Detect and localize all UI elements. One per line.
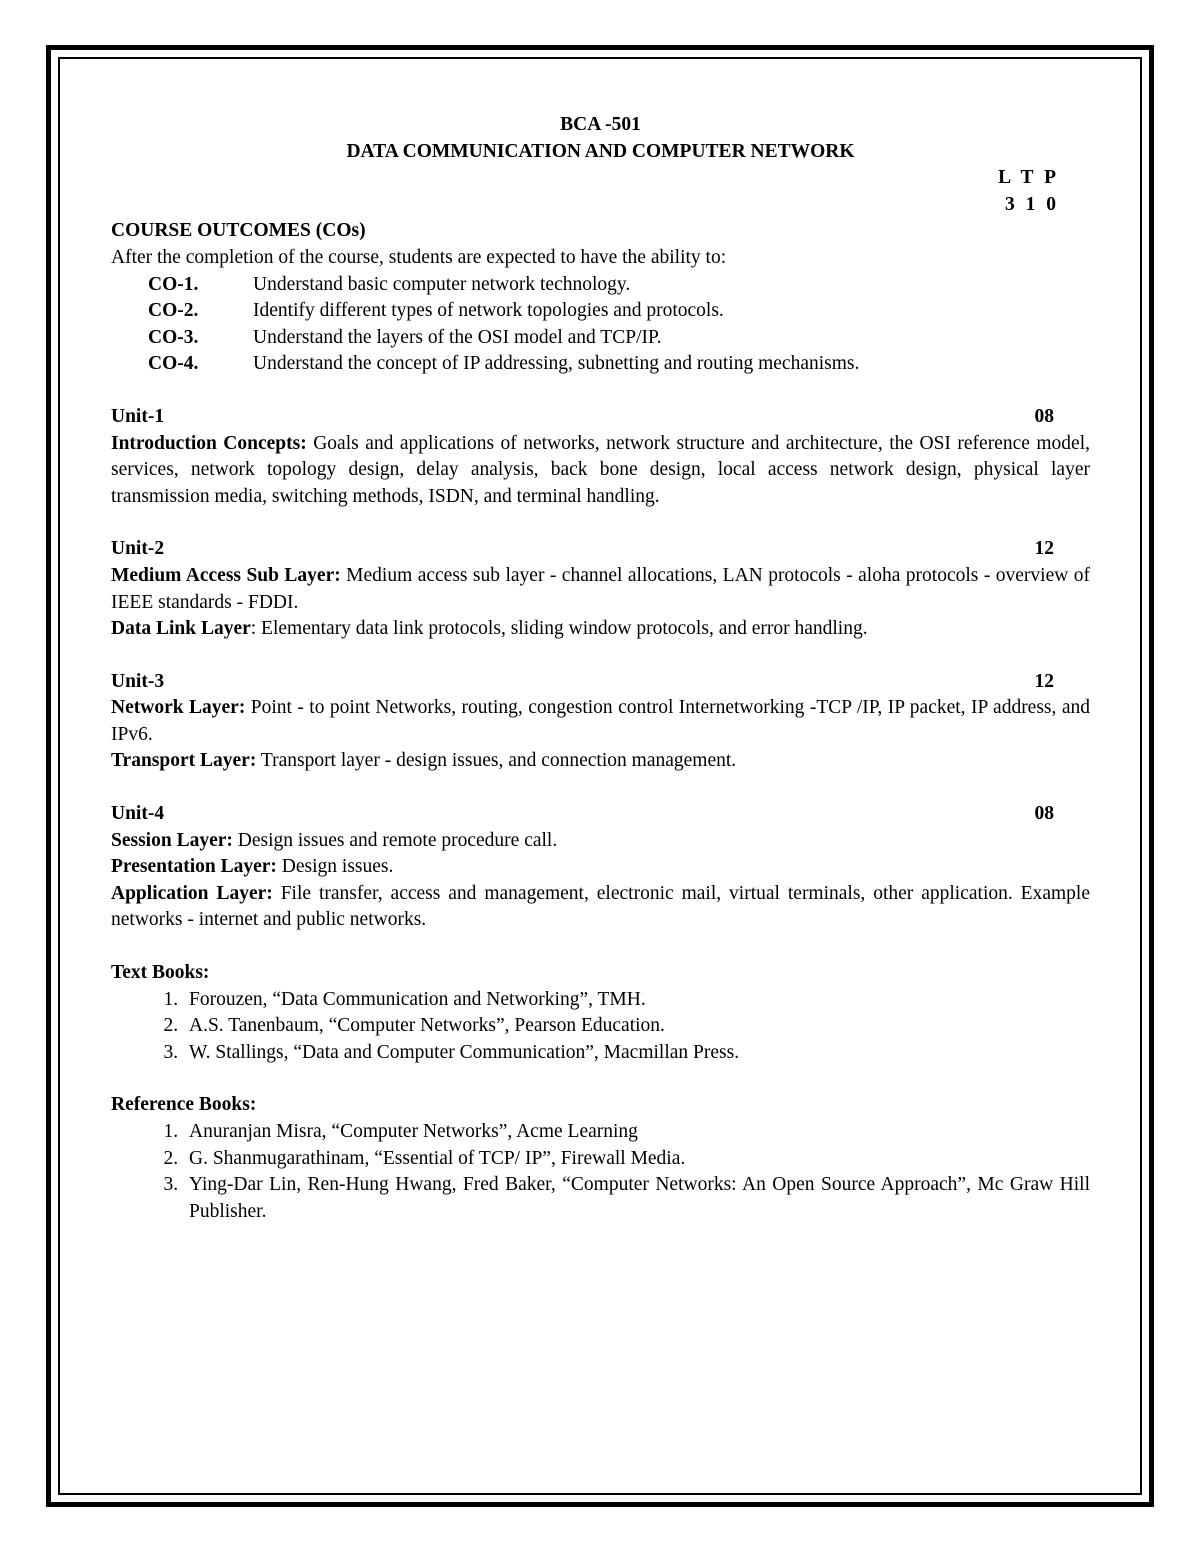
co-item [111,325,1090,352]
unit-1-header [111,404,1090,431]
unit-hours: 08 [1034,405,1054,427]
co-item [111,298,1090,325]
topic-text: Design issues. [276,856,394,878]
list-item: 2. G. Shanmugarathinam, “Essential of TCP/ IP”, Firewall Media. [183,1146,1090,1173]
co-item [111,272,1090,299]
unit-title: Unit-3 [111,670,165,692]
unit-topic [111,854,1090,881]
outcomes-intro: After the completion of the course, students are expected to have the ability to: [111,246,727,268]
topic-text: : Elementary data link protocols, sliding window protocols, and error handling. [250,618,868,640]
syllabus-document [111,112,1090,1225]
topic-label: Transport Layer: [111,750,257,772]
topic-label: Session Layer: [111,829,233,851]
list-item: 1. Forouzen, “Data Communication and Networking”, TMH. [183,987,1090,1014]
reference-books-list [111,1119,1090,1225]
list-item: 1. Anuranjan Misra, “Computer Networks”, Acme Learning [183,1119,1090,1146]
unit-4-header [111,801,1090,828]
co-text: Understand the layers of the OSI model and TCP/IP. [253,326,662,348]
co-item [111,351,1090,378]
unit-topic [111,563,1090,616]
topic-text: Goals and applications of networks, network structure and architecture, the OSI reference model, services, network topology design, delay analysis, back bone design, local access network design, physical layer transmission media, switching methods, ISDN, and terminal handling. [111,432,1090,507]
unit-topic [111,881,1090,934]
text-books-heading: Text Books: [111,962,210,984]
unit-2-header [111,536,1090,563]
unit-hours: 12 [1034,670,1054,692]
co-id: CO-1. [148,273,199,295]
co-id: CO-2. [148,300,199,322]
co-text: Identify different types of network topologies and protocols. [253,300,724,322]
outcomes-heading: COURSE OUTCOMES (COs) [111,220,366,242]
unit-title: Unit-4 [111,803,165,825]
topic-label: Presentation Layer: [111,856,277,878]
unit-hours: 08 [1034,803,1054,825]
unit-topic [111,695,1090,748]
unit-topic [111,616,1090,643]
topic-text: Design issues and remote procedure call. [232,829,558,851]
unit-3-header [111,669,1090,696]
topic-text: Transport layer - design issues, and connection management. [256,750,737,772]
co-text: Understand the concept of IP addressing, subnetting and routing mechanisms. [253,353,860,375]
ltp-labels: L T P [998,167,1056,189]
topic-label: Introduction Concepts: [111,432,307,454]
unit-topic [111,431,1090,511]
topic-text: Point - to point Networks, routing, congestion control Internetworking -TCP /IP, IP packet, IP address, and IPv6. [111,697,1090,745]
list-item: 3. W. Stallings, “Data and Computer Communication”, Macmillan Press. [183,1040,1090,1067]
unit-title: Unit-2 [111,538,165,560]
course-title: DATA COMMUNICATION AND COMPUTER NETWORK [346,140,855,162]
co-text: Understand basic computer network technology. [253,273,631,295]
ltp-values: 3 1 0 [1005,193,1056,215]
unit-title: Unit-1 [111,405,165,427]
topic-text: File transfer, access and management, electronic mail, virtual terminals, other application. Example networks - internet and public networks. [111,882,1090,931]
course-code: BCA -501 [560,114,641,135]
list-item: 2. A.S. Tanenbaum, “Computer Networks”, Pearson Education. [183,1013,1090,1040]
topic-label: Data Link Layer [111,618,251,640]
unit-topic [111,748,1090,775]
co-id: CO-4. [148,353,199,375]
co-id: CO-3. [148,326,199,348]
text-books-list [111,987,1090,1067]
topic-text: Medium access sub layer - channel allocations, LAN protocols - aloha protocols - overview of IEEE standards - FDDI. [111,564,1090,613]
topic-label: Network Layer: [111,697,246,719]
unit-hours: 12 [1034,538,1054,560]
topic-label: Medium Access Sub Layer: [111,564,341,586]
topic-label: Application Layer: [111,882,273,904]
list-item: 3. Ying-Dar Lin, Ren-Hung Hwang, Fred Baker, “Computer Networks: An Open Source Approach”, Mc Graw Hill Publisher. [183,1172,1090,1225]
reference-books-heading: Reference Books: [111,1094,257,1116]
unit-topic [111,828,1090,855]
